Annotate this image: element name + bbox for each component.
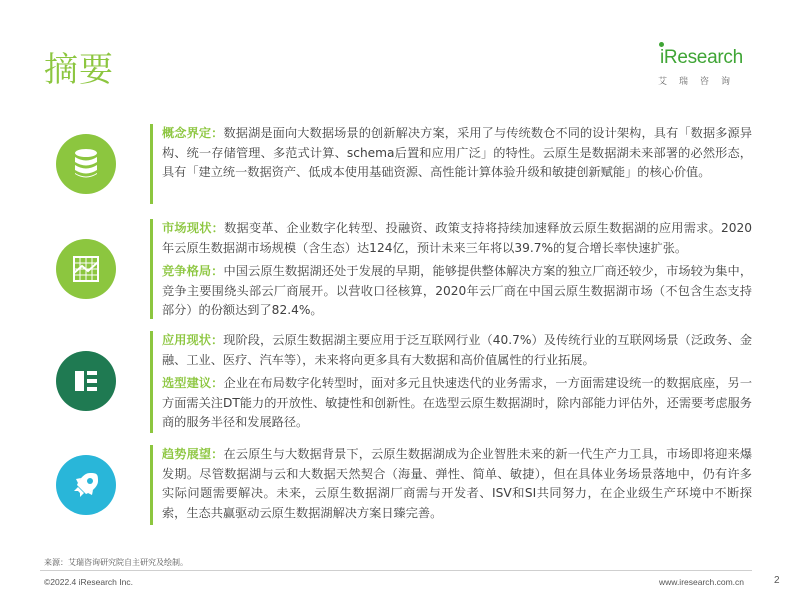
building-icon [56,239,116,299]
page-title: 摘要 [44,50,114,90]
label-concept: 概念界定： [162,126,224,140]
paragraph-market [162,219,752,258]
website-link[interactable]: www.iresearch.com.cn [659,577,745,587]
paragraph-competition [162,262,752,321]
text-application: 现阶段，云原生数据湖主要应用于泛互联网行业（40.7%）及传统行业的互联网场景（泛政务、金融、工业、医疗、汽车等），未来将向更多具有大数据和高价值属性的行业拓展。 [162,333,753,367]
label-trend: 趋势展望： [162,447,224,461]
text-market: 数据变革、企业数字化转型、投融资、政策支持将持续加速释放云原生数据湖的应用需求。2020年云原生数据湖市场规模（含生态）达124亿，预计未来三年将以39.7%的复合增长率快速扩张。 [162,221,752,255]
section-application [40,331,753,433]
text-concept: 数据湖是面向大数据场景的创新解决方案，采用了与传统数仓不同的设计架构，具有「数据多源异构、统一存储管理、多范式计算、schema后置和应用广泛」的特性。云原生是数据湖未来部署的必然形态，具有「建立统一数据资产、低成本使用基础资源、高性能计算体验升级和敏捷创新赋能」的核心价值。 [162,126,753,180]
text-selection: 企业在布局数字化转型时，面对多元且快速迭代的业务需求，一方面需建设统一的数据底座，另一方面需关注DT能力的开放性、敏捷性和创新性。在选型云原生数据湖时，除内部能力评估外，还需要考虑服务商的服务半径和发展路径。 [162,376,753,430]
paragraph-application [162,331,752,370]
page-number: 2 [774,575,780,586]
database-icon [56,134,116,194]
section-trend [40,445,753,525]
section-market [40,219,753,319]
paragraph-concept [162,124,752,183]
rocket-icon [56,455,116,515]
source-note: 来源：艾瑞咨询研究院自主研究及绘制。 [44,558,188,567]
iresearch-logo [652,44,752,90]
label-competition: 竞争格局： [162,264,224,279]
copyright: ©2022.4 iResearch Inc. [44,577,133,587]
logo-name: iResearch [660,47,743,68]
label-selection: 选型建议： [162,376,224,391]
section-divider [150,445,153,525]
footer-divider [40,570,752,571]
logo-subtitle: 艾瑞咨询 [658,77,743,87]
section-concept [40,124,753,204]
section-divider [150,124,153,204]
label-market: 市场现状： [162,221,225,235]
text-competition: 中国云原生数据湖还处于发展的早期，能够提供整体解决方案的独立厂商还较少，市场较为集中，竞争主要围绕头部云厂商展开。以营收口径核算，2020年云厂商在中国云原生数据湖市场（不包含生态支持部分）的份额达到了82.4%。 [162,264,753,318]
section-divider [150,331,153,433]
paragraph-selection [162,374,752,433]
paragraph-trend [162,445,752,523]
text-trend: 在云原生与大数据背景下，云原生数据湖成为企业智胜未来的新一代生产力工具，市场即将迎来爆发期。尽管数据湖与云和大数据天然契合（海量、弹性、简单、敏捷），但在具体业务场景落地中，仍有许多实际问题需要解决。未来，云原生数据湖厂商需与开发者、ISV和SI共同努力，在企业级生产环境中不断探索，生态共赢驱动云原生数据湖解决方案日臻完善。 [162,447,753,520]
application-icon [56,351,116,411]
section-divider [150,219,153,319]
label-application: 应用现状： [162,333,224,347]
